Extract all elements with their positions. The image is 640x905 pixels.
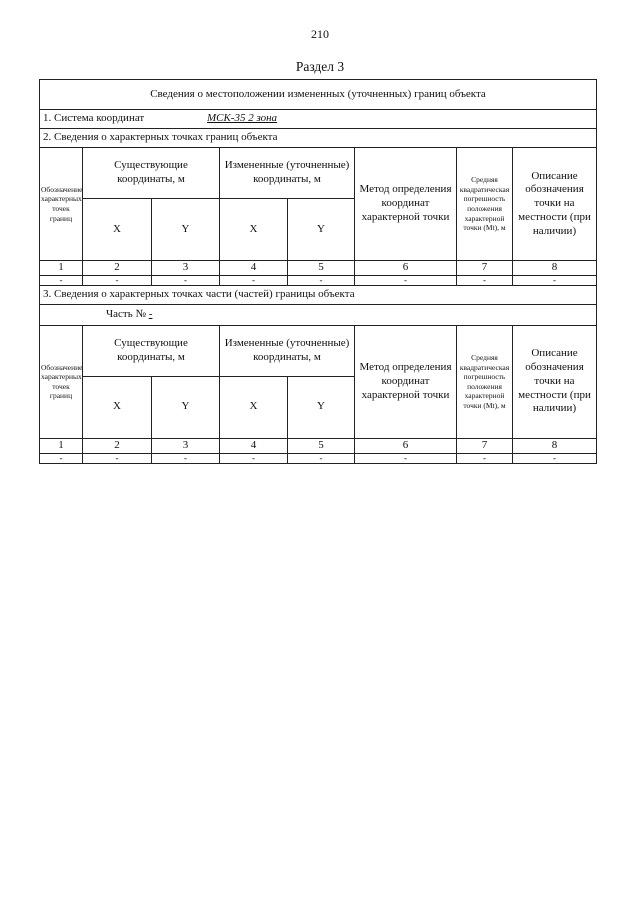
column-number: 6 [355, 261, 457, 276]
column-number: 1 [40, 261, 83, 276]
table-cell: - [220, 453, 288, 463]
table-cell: - [152, 275, 220, 285]
table-cell: - [457, 453, 513, 463]
table-cell: - [513, 453, 597, 463]
column-number: 5 [288, 438, 355, 453]
header-existing-x: X [83, 376, 152, 438]
column-number: 8 [513, 261, 597, 276]
coord-system-row [40, 110, 597, 129]
block2-title: 2. Сведения о характерных точках границ объекта [40, 129, 597, 148]
table-row [40, 275, 597, 285]
header-changed-y: Y [288, 199, 355, 261]
page-number: 210 [311, 27, 329, 41]
table-cell: - [513, 275, 597, 285]
column-number: 2 [83, 438, 152, 453]
column-number: 6 [355, 438, 457, 453]
table-cell: - [288, 453, 355, 463]
table-cell: - [220, 275, 288, 285]
table-title: Сведения о местоположении измененных (уточненных) границ объекта [40, 80, 597, 110]
boundary-table [39, 79, 597, 464]
header-method: Метод определения координат характерной точки [355, 148, 457, 261]
header-changed-x: X [220, 199, 288, 261]
part-label: Часть № [106, 307, 146, 320]
table-cell: - [152, 453, 220, 463]
part-row [40, 304, 597, 325]
coord-system-value: МСК-35 2 зона [206, 112, 278, 125]
part-number: - [148, 307, 153, 320]
coord-system-label: 1. Система координат [43, 112, 145, 125]
table-cell: - [457, 275, 513, 285]
header-changed-coords: Измененные (уточненные) координаты, м [220, 325, 355, 376]
table-cell: - [40, 453, 83, 463]
header-existing-y: Y [152, 376, 220, 438]
column-number: 7 [457, 438, 513, 453]
header-changed-coords: Измененные (уточненные) координаты, м [220, 148, 355, 199]
table-cell: - [83, 275, 152, 285]
header-method: Метод определения координат характерной точки [355, 325, 457, 438]
header-point-designation: Обозначение характерных точек границ [40, 325, 83, 438]
table-row [40, 453, 597, 463]
block3-title: 3. Сведения о характерных точках части (частей) границы объекта [40, 285, 597, 304]
column-number: 2 [83, 261, 152, 276]
table-cell: - [83, 453, 152, 463]
header-existing-y: Y [152, 199, 220, 261]
section-title: Раздел 3 [295, 59, 345, 74]
header-point-designation: Обозначение характерных точек границ [40, 148, 83, 261]
header-existing-coords: Существующие координаты, м [83, 148, 220, 199]
column-number: 8 [513, 438, 597, 453]
column-numbers-row-1 [40, 261, 597, 276]
header-rms-error: Средняя квадратическая погрешность положения характерной точки (Mt), м [457, 148, 513, 261]
header-existing-coords: Существующие координаты, м [83, 325, 220, 376]
column-number: 4 [220, 261, 288, 276]
column-numbers-row-2 [40, 438, 597, 453]
header-existing-x: X [83, 199, 152, 261]
header-rms-error: Средняя квадратическая погрешность положения характерной точки (Mt), м [457, 325, 513, 438]
column-number: 1 [40, 438, 83, 453]
column-number: 3 [152, 438, 220, 453]
column-number: 5 [288, 261, 355, 276]
header-description: Описание обозначения точки на местности (при наличии) [513, 325, 597, 438]
header-changed-y: Y [288, 376, 355, 438]
table-cell: - [355, 275, 457, 285]
column-number: 4 [220, 438, 288, 453]
header-changed-x: X [220, 376, 288, 438]
table-cell: - [288, 275, 355, 285]
header-description: Описание обозначения точки на местности (при наличии) [513, 148, 597, 261]
table-cell: - [355, 453, 457, 463]
column-number: 3 [152, 261, 220, 276]
column-number: 7 [457, 261, 513, 276]
table-cell: - [40, 275, 83, 285]
